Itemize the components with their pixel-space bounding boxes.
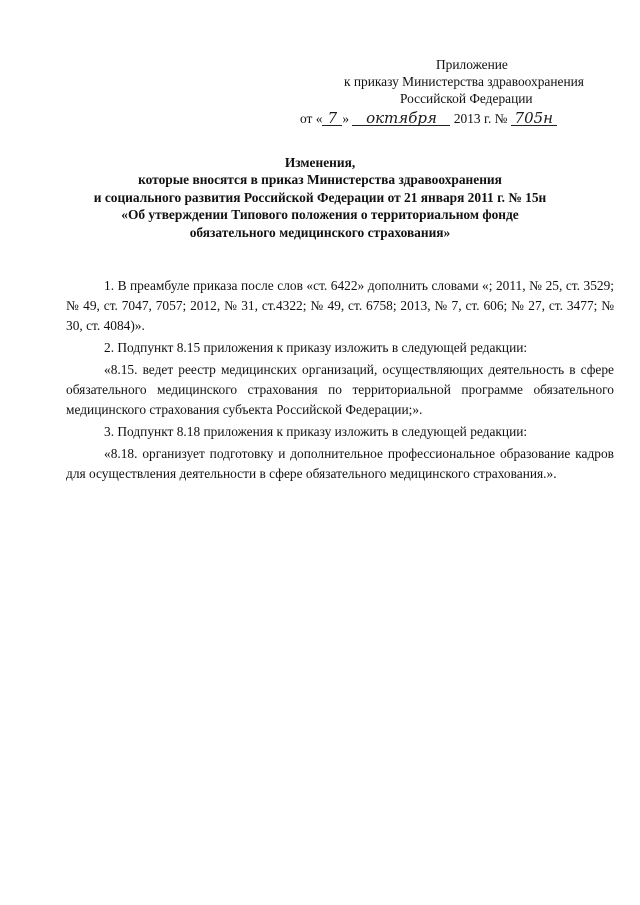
date-prefix: от « xyxy=(300,111,323,126)
date-mid: » xyxy=(342,111,350,126)
appendix-label: Приложение xyxy=(436,57,508,72)
paragraph-1: 1. В преамбуле приказа после слов «ст. 6422» дополнить словами «; 2011, № 25, ст. 3529; № 49, ст. 7047, 7057; 2012, № 31, ст.4322; № 49, ст. 6758; 2013, № 7, ст. 606; № 27, ст. 3477; № 30, ст. 4084)». xyxy=(66,278,614,333)
appendix-header xyxy=(300,56,614,130)
title-line-4: «Об утверждении Типового положения о территориальном фонде xyxy=(121,207,519,223)
paragraph-4: 3. Подпункт 8.18 приложения к приказу изложить в следующей редакции: xyxy=(104,424,528,439)
title-line-1: Изменения, xyxy=(284,155,356,170)
document-body xyxy=(66,276,614,486)
title-line-5: обязательного медицинского страхования» xyxy=(189,224,451,240)
document-title xyxy=(40,154,600,241)
appendix-order-ref: к приказу Министерства здравоохранения xyxy=(344,74,584,89)
paragraph-2: 2. Подпункт 8.15 приложения к приказу изложить в следующей редакции: xyxy=(104,340,528,355)
title-line-2: которые вносятся в приказ Министерства здравоохранения xyxy=(138,172,502,188)
date-month: октября xyxy=(352,111,450,126)
date-year: 2013 г. № xyxy=(453,111,508,126)
order-number: 705н xyxy=(511,111,557,126)
appendix-date-line xyxy=(300,110,614,130)
appendix-federation: Российской Федерации xyxy=(400,91,533,106)
date-day: 7 xyxy=(322,111,342,126)
paragraph-5: «8.18. организует подготовку и дополнительное профессиональное образование кадров для осуществления деятельности в сфере обязательного медицинского страхования.». xyxy=(66,446,614,481)
title-line-3: и социального развития Российской Федерации от 21 января 2011 г. № 15н xyxy=(93,189,547,205)
paragraph-3: «8.15. ведет реестр медицинских организаций, осуществляющих деятельность в сфере обязательного медицинского страхования по территориальной программе обязательного медицинского страхования субъекта Российской Федерации;». xyxy=(66,362,614,417)
